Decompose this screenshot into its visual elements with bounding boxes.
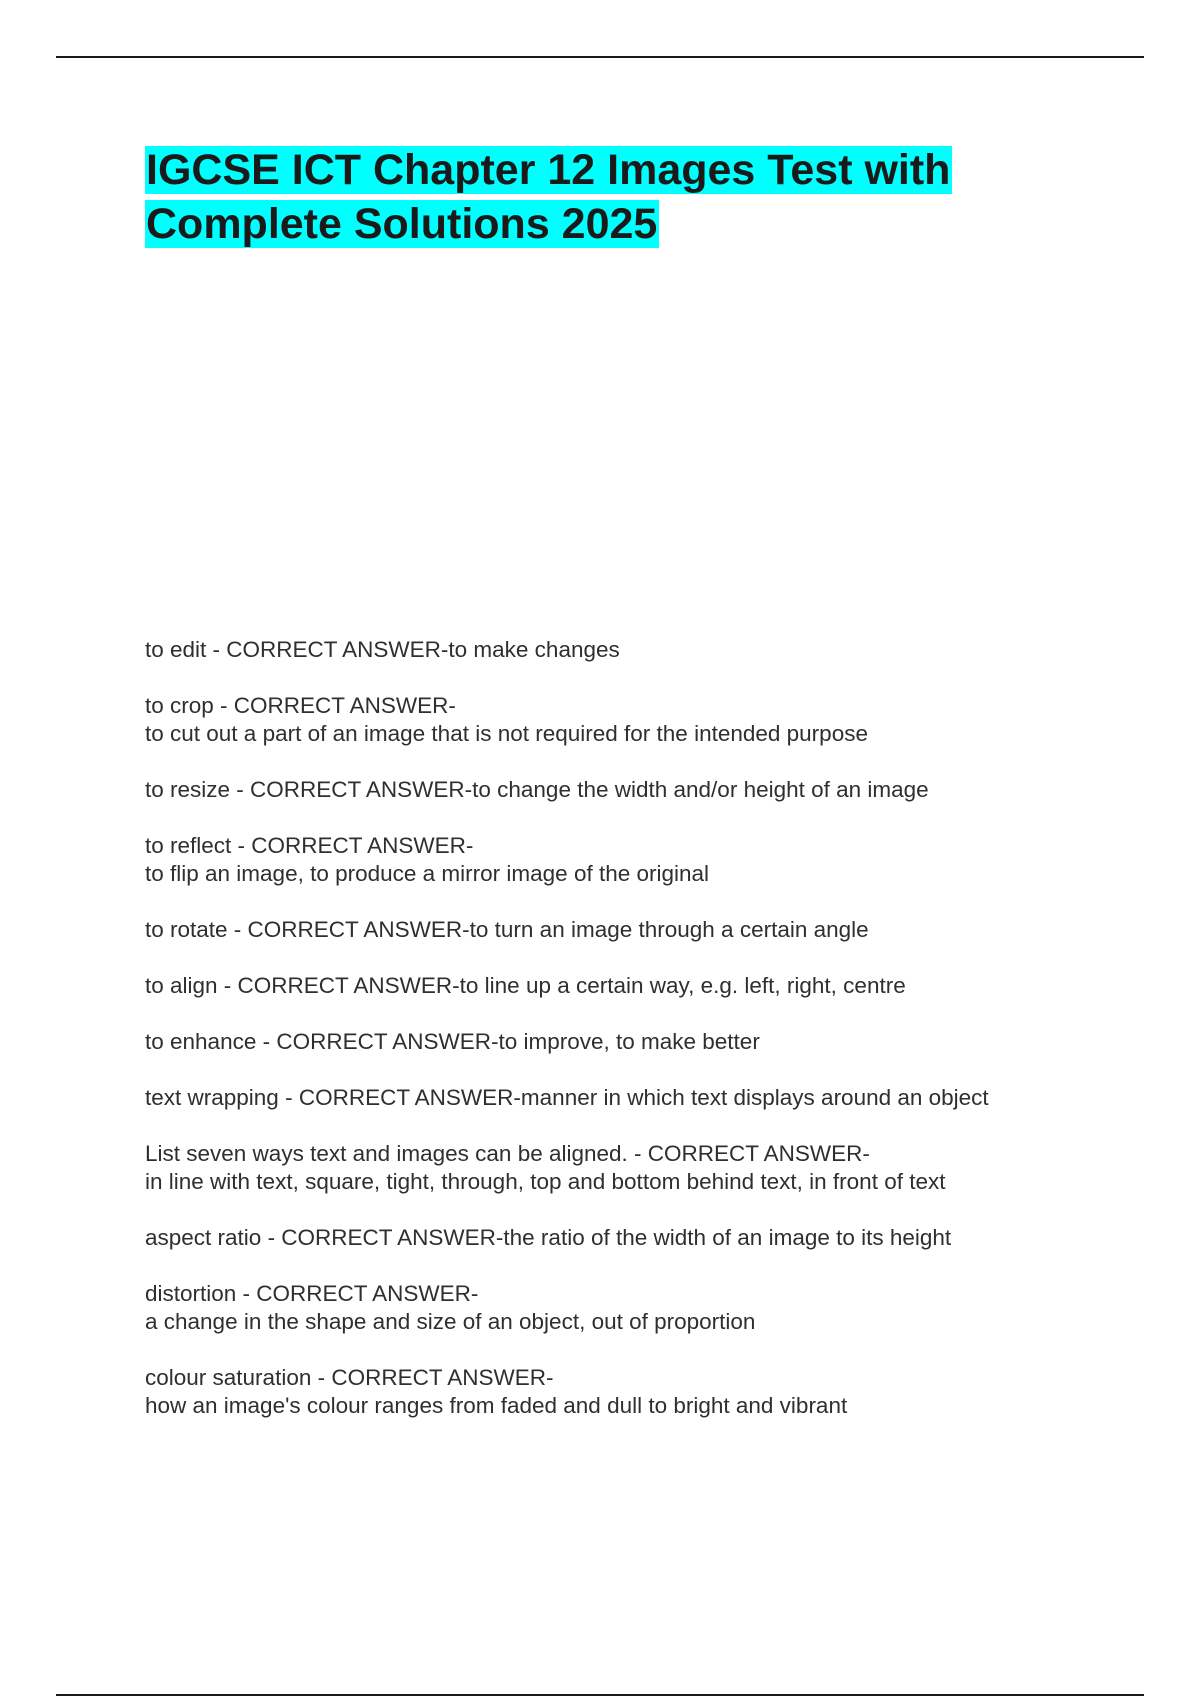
qa-term-line: to align - CORRECT ANSWER-to line up a certain way, e.g. left, right, centre (145, 973, 906, 998)
qa-term-line: to reflect - CORRECT ANSWER- (145, 833, 474, 858)
qa-entry (145, 916, 1145, 944)
footer-rule (56, 1694, 1144, 1696)
qa-answer-line: how an image's colour ranges from faded and dull to bright and vibrant (145, 1393, 848, 1418)
document-title (145, 143, 1045, 251)
title-highlight: IGCSE ICT Chapter 12 Images Test with Complete Solutions 2025 (146, 146, 951, 248)
qa-entry (145, 1280, 1145, 1336)
qa-entry (145, 1028, 1145, 1056)
qa-term-line: colour saturation - CORRECT ANSWER- (145, 1365, 554, 1390)
qa-entry (145, 1364, 1145, 1420)
qa-entry (145, 832, 1145, 888)
qa-answer-line: in line with text, square, tight, through, top and bottom behind text, in front of text (145, 1169, 946, 1194)
qa-term-line: aspect ratio - CORRECT ANSWER-the ratio of the width of an image to its height (145, 1225, 952, 1250)
qa-term-line: to enhance - CORRECT ANSWER-to improve, to make better (145, 1029, 760, 1054)
qa-term-line: List seven ways text and images can be aligned. - CORRECT ANSWER- (145, 1141, 870, 1166)
qa-term-line: text wrapping - CORRECT ANSWER-manner in which text displays around an object (145, 1085, 989, 1110)
qa-entry (145, 972, 1145, 1000)
qa-list (145, 636, 1145, 1448)
document-title-block (145, 143, 1045, 251)
qa-entry (145, 1140, 1145, 1196)
qa-answer-line: to cut out a part of an image that is not required for the intended purpose (145, 721, 868, 746)
qa-term-line: to resize - CORRECT ANSWER-to change the width and/or height of an image (145, 777, 929, 802)
qa-entry (145, 692, 1145, 748)
qa-term-line: to edit - CORRECT ANSWER-to make changes (145, 637, 620, 662)
qa-term-line: distortion - CORRECT ANSWER- (145, 1281, 479, 1306)
qa-entry (145, 1224, 1145, 1252)
qa-answer-line: to flip an image, to produce a mirror image of the original (145, 861, 710, 886)
qa-term-line: to rotate - CORRECT ANSWER-to turn an image through a certain angle (145, 917, 869, 942)
header-rule (56, 56, 1144, 58)
qa-term-line: to crop - CORRECT ANSWER- (145, 693, 456, 718)
qa-entry (145, 1084, 1145, 1112)
qa-entry (145, 776, 1145, 804)
qa-answer-line: a change in the shape and size of an object, out of proportion (145, 1309, 756, 1334)
qa-entry (145, 636, 1145, 664)
